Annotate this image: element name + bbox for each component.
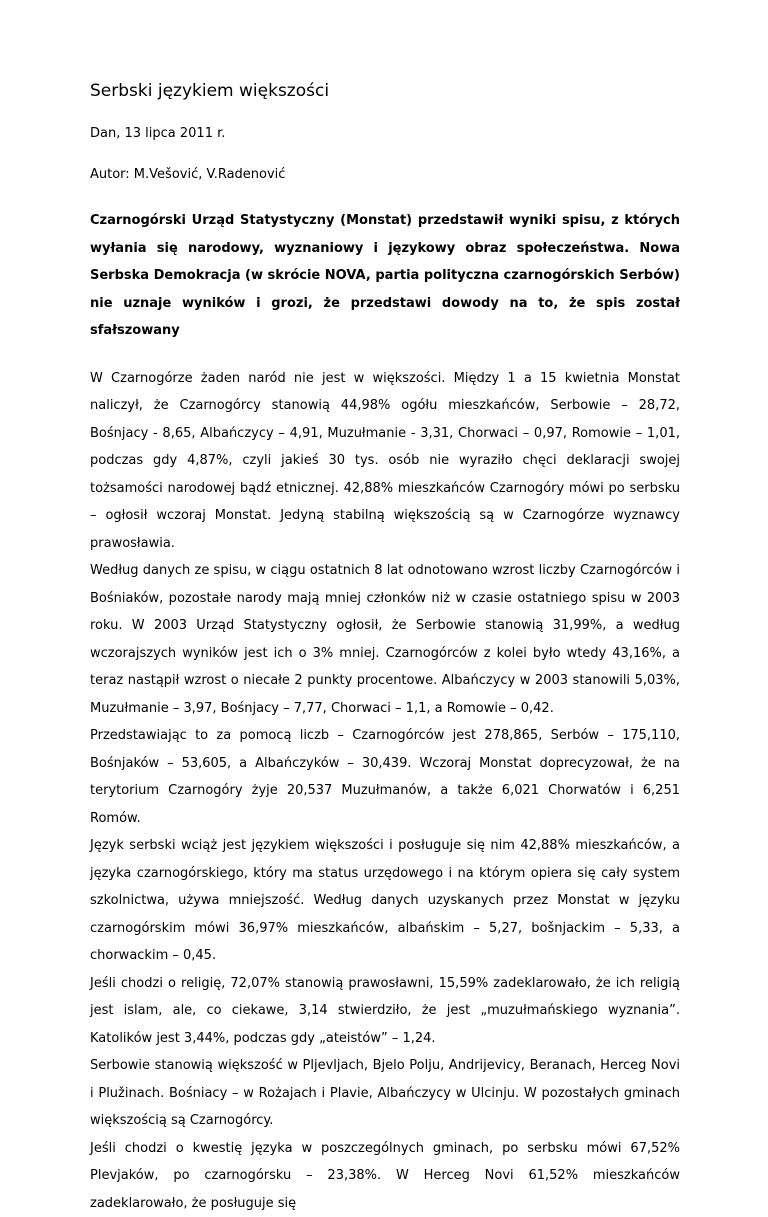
body-paragraph: Jeśli chodzi o religię, 72,07% stanowią prawosławni, 15,59% zadeklarowało, że ich religią jest islam, ale, co ciekawe, 3,14 stwierdziło, że jest „muzułmańskiego wyznania”. Katolików jest 3,44%, podczas gdy „ateistów” – 1,24. [90,970,680,1053]
document-page [90,80,680,1217]
body-paragraph: Język serbski wciąż jest językiem większości i posługuje się nim 42,88% mieszkańców, a języka czarnogórskiego, który ma status urzędowego i na którym opiera się cały system szkolnictwa, używa mniejszość. Według danych uzyskanych przez Monstat w języku czarnogórskim mówi 36,97% mieszkańców, albańskim – 5,27, bošnjackim – 5,33, a chorwackim – 0,45. [90,832,680,970]
body-paragraph: Serbowie stanowią większość w Pljevljach, Bjelo Polju, Andrijevicy, Beranach, Herceg Novi i Plužinach. Bośniacy – w Rożajach i Plavie, Albańczycy w Ulcinju. W pozostałych gminach większością są Czarnogórcy. [90,1052,680,1135]
body-paragraph: W Czarnogórze żaden naród nie jest w większości. Między 1 a 15 kwietnia Monstat naliczył, że Czarnogórcy stanowią 44,98% ogółu mieszkańców, Serbowie – 28,72, Bośnjacy - 8,65, Albańczycy – 4,91, Muzułmanie - 3,31, Chorwaci – 0,97, Romowie – 1,01, podczas gdy 4,87%, czyli jakieś 30 tys. osób nie wyraziło chęci deklaracji swojej tożsamości narodowej bądź etnicznej. 42,88% mieszkańców Czarnogóry mówi po serbsku – ogłosił wczoraj Monstat. Jedyną stabilną większością są w Czarnogórze wyznawcy prawosławia. [90,365,680,558]
body-paragraph: Według danych ze spisu, w ciągu ostatnich 8 lat odnotowano wzrost liczby Czarnogórców i Bośniaków, pozostałe narody mają mniej członków niż w czasie ostatniego spisu w 2003 roku. W 2003 Urząd Statystyczny ogłosił, że Serbowie stanowią 31,99%, a według wczorajszych wyników jest ich o 3% mniej. Czarnogórców z kolei było wtedy 43,16%, a teraz nastąpił wzrost o niecałe 2 punkty procentowe. Albańczycy w 2003 stanowili 5,03%, Muzułmanie – 3,97, Bośnjacy – 7,77, Chorwaci – 1,1, a Romowie – 0,42. [90,557,680,722]
author-line: Autor: M.Vešović, V.Radenović [90,166,680,184]
date-line: Dan, 13 lipca 2011 r. [90,125,680,143]
document-title: Serbski językiem większości [90,80,680,102]
body-paragraph: Przedstawiając to za pomocą liczb – Czarnogórców jest 278,865, Serbów – 175,110, Bośnjaków – 53,605, a Albańczyków – 30,439. Wczoraj Monstat doprecyzował, że na terytorium Czarnogóry żyje 20,537 Muzułmanów, a także 6,021 Chorwatów i 6,251 Romów. [90,722,680,832]
lead-paragraph: Czarnogórski Urząd Statystyczny (Monstat) przedstawił wyniki spisu, z których wyłania się narodowy, wyznaniowy i językowy obraz społeczeństwa. Nowa Serbska Demokracja (w skrócie NOVA, partia polityczna czarnogórskich Serbów) nie uznaje wyników i grozi, że przedstawi dowody na to, że spis został sfałszowany [90,207,680,345]
body-paragraph: Jeśli chodzi o kwestię języka w poszczególnych gminach, po serbsku mówi 67,52% Plevjaków, po czarnogórsku – 23,38%. W Herceg Novi 61,52% mieszkańców zadeklarowało, że posługuje się [90,1135,680,1217]
